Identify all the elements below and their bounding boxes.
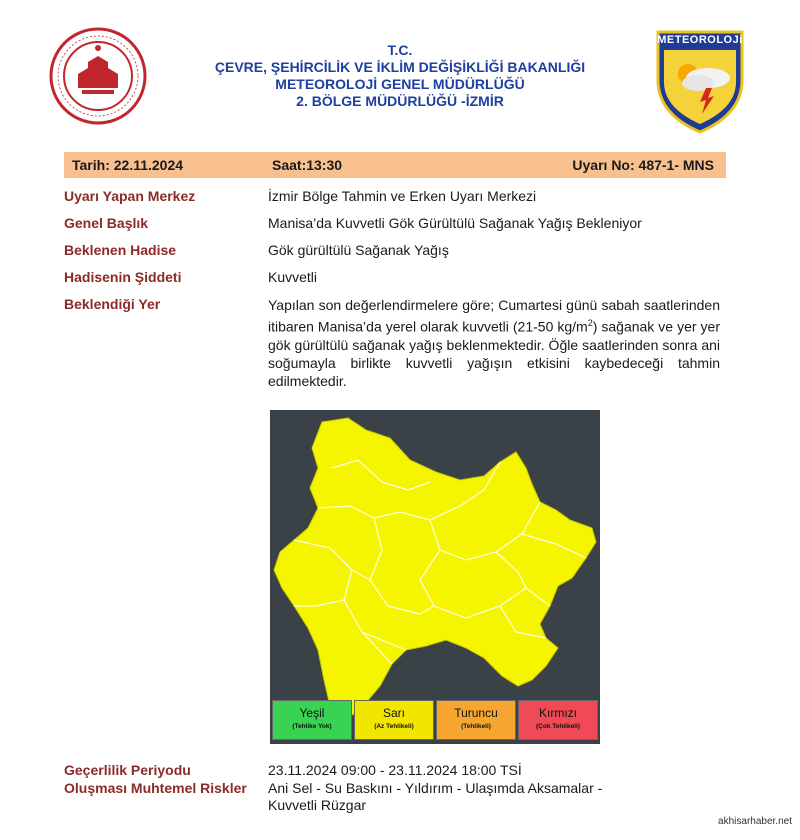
event-label: Beklenen Hadise <box>64 242 177 258</box>
risks-value-line2: Kuvvetli Rüzgar <box>268 797 367 813</box>
place-paragraph: Yapılan son değerlendirmelere göre; Cumartesi günü sabah saatlerinden itibaren Manisa’da yerel olarak kuvvetli (21-50 $kg/m^2$) sağanak ve yer yer gök gürültülü sağanak yağış beklenmektedir. Öğle saatlerinden sonra ani soğumayla birlikte kuvvetli yağışın etkisini kaybedeceği tahmin edilmektedir. <box>268 297 720 389</box>
logo-text: METEOROLOJi <box>657 34 743 46</box>
meteoroloji-logo-icon <box>654 28 746 134</box>
severity-value: Kuvvetli <box>268 269 318 285</box>
legend-green-sub: (Tehlike Yok) <box>292 723 332 730</box>
warning-map <box>270 410 600 744</box>
legend-orange-name: Turuncu <box>454 706 498 720</box>
legend-orange-sub: (Tehlikeli) <box>461 723 491 730</box>
legend-yellow-name: Sarı <box>382 706 405 720</box>
manisa-map-svg <box>270 410 600 744</box>
header-ministry: ÇEVRE, ŞEHİRCİLİK VE İKLİM DEĞİŞİKLİĞİ BAKANLIĞI <box>214 59 586 75</box>
manisa-province-shape <box>274 418 596 720</box>
legend-red-sub: (Çok Tehlikeli) <box>536 723 580 730</box>
ministry-seal-icon <box>48 26 148 126</box>
info-bar <box>64 152 726 178</box>
time-text: Saat:13:30 <box>272 157 343 173</box>
legend-yellow-sub: (Az Tehlikeli) <box>374 723 414 730</box>
date-text: Tarih: 22.11.2024 <box>72 157 184 173</box>
center-label: Uyarı Yapan Merkez <box>64 188 196 204</box>
event-value: Gök gürültülü Sağanak Yağış <box>268 242 449 258</box>
legend-orange <box>436 700 516 740</box>
severity-label: Hadisenin Şiddeti <box>64 269 182 285</box>
risks-value-line1: Ani Sel - Su Baskını - Yıldırım - Ulaşımda Aksamalar - <box>268 780 603 796</box>
validity-label: Geçerlilik Periyodu <box>64 762 191 778</box>
legend-green-name: Yeşil <box>299 706 325 720</box>
header-directorate: METEOROLOJİ GENEL MÜDÜRLÜĞÜ <box>275 76 525 92</box>
validity-value: 23.11.2024 09:00 - 23.11.2024 18:00 TSİ <box>268 762 522 778</box>
title-value: Manisa’da Kuvvetli Gök Gürültülü Sağanak Yağış Bekleniyor <box>268 215 642 231</box>
watermark: akhisarhaber.net <box>718 816 792 827</box>
legend-green <box>272 700 352 740</box>
legend-red-name: Kırmızı <box>539 706 577 720</box>
risks-label: Oluşması Muhtemel Riskler <box>64 780 247 796</box>
place-label: Beklendiği Yer <box>64 296 161 312</box>
header-tc: T.C. <box>387 42 413 58</box>
legend-red <box>518 700 598 740</box>
header-region: 2. BÖLGE MÜDÜRLÜĞÜ -İZMİR <box>296 93 504 109</box>
title-label: Genel Başlık <box>64 215 149 231</box>
legend-yellow <box>354 700 434 740</box>
center-value: İzmir Bölge Tahmin ve Erken Uyarı Merkezi <box>268 188 537 204</box>
warning-number: Uyarı No: 487-1- MNS <box>572 157 714 173</box>
